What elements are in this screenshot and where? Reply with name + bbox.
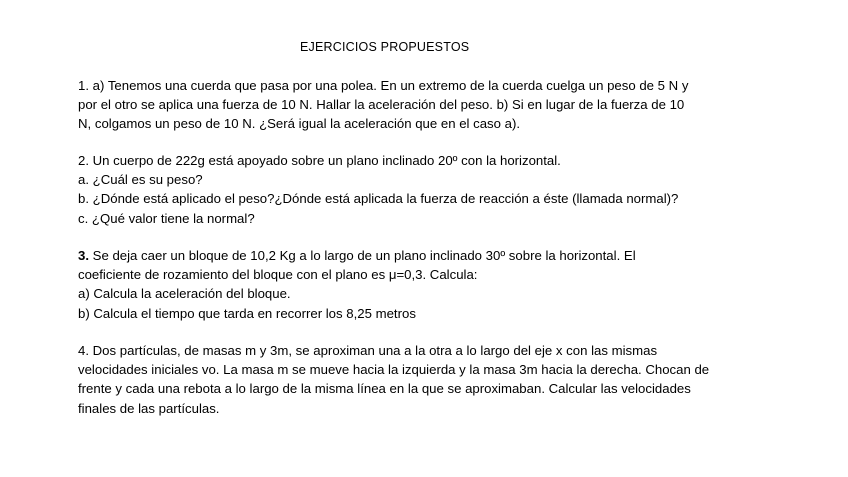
exercise-2	[78, 151, 768, 228]
exercise-3-line-1	[78, 246, 768, 265]
document-title: EJERCICIOS PROPUESTOS	[300, 40, 470, 54]
exercise-3	[78, 246, 768, 323]
exercise-4-line-1: 4. Dos partículas, de masas m y 3m, se aproximan una a la otra a lo largo del eje x con las mismas	[78, 343, 658, 358]
exercise-3-number: 3.	[78, 248, 89, 263]
exercise-4-line-3: frente y cada una rebota a lo largo de la misma línea en la que se aproximaban. Calcular las velocidades	[78, 381, 691, 397]
exercise-2-line-1: 2. Un cuerpo de 222g está apoyado sobre un plano inclinado 20º con la horizontal.	[78, 153, 561, 168]
exercise-1-line-3: N, colgamos un peso de 10 N. ¿Será igual la aceleración que en el caso a).	[78, 116, 521, 132]
exercise-4	[78, 341, 768, 418]
exercise-3-line-4: b) Calcula el tiempo que tarda en recorrer los 8,25 metros	[78, 305, 416, 321]
exercise-2-line-2: a. ¿Cuál es su peso?	[78, 172, 203, 188]
exercise-1-line-1: 1. a) Tenemos una cuerda que pasa por una polea. En un extremo de la cuerda cuelga un peso de 5 N y	[78, 78, 689, 93]
exercise-1-line-2: por el otro se aplica una fuerza de 10 N. Hallar la aceleración del peso. b) Si en lugar de la fuerza de 10	[78, 97, 685, 113]
exercise-3-first-line-text: Se deja caer un bloque de 10,2 Kg a lo largo de un plano inclinado 30º sobre la horizontal. El	[89, 248, 636, 263]
exercise-3-line-3: a) Calcula la aceleración del bloque.	[78, 286, 291, 302]
exercise-1	[78, 76, 768, 134]
exercise-2-line-4: c. ¿Qué valor tiene la normal?	[78, 210, 255, 226]
exercise-3-line-2: coeficiente de rozamiento del bloque con el plano es μ=0,3. Calcula:	[78, 267, 478, 283]
exercise-2-line-3: b. ¿Dónde está aplicado el peso?¿Dónde está aplicada la fuerza de reacción a éste (llamada normal)?	[78, 191, 679, 207]
exercise-4-line-2: velocidades iniciales vo. La masa m se mueve hacia la izquierda y la masa 3m hacia la derecha. Chocan de	[78, 362, 710, 378]
exercise-4-line-4: finales de las partículas.	[78, 400, 220, 416]
